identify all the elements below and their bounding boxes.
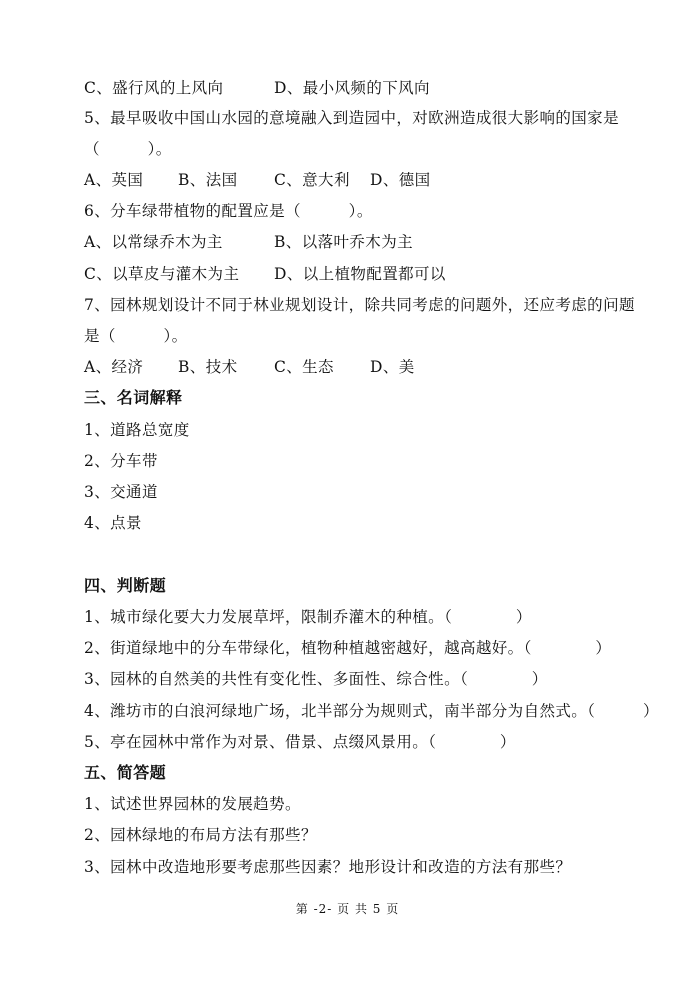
q6-option-a: A、以常绿乔木为主 [84,233,223,251]
q7-options-line [84,357,415,377]
q6-options-line1 [84,232,413,252]
section-4-item-4: 4、潍坊市的白浪河绿地广场，北半部分为规则式，南半部分为自然式。（ ） [84,702,659,720]
section-3-item-3: 3、交通道 [84,483,158,501]
q5-stem-line1: 5、最早吸收中国山水园的意境融入到造园中，对欧洲造成很大影响的国家是 [84,109,619,127]
q5-option-b: B、法国 [178,171,238,189]
q5-option-c: C、意大利 [274,171,350,189]
section-4-title: 四、判断题 [84,576,167,595]
q6-option-d: D、以上植物配置都可以 [274,265,446,283]
section-3-title: 三、名词解释 [84,388,183,407]
q5-option-d: D、德国 [370,171,431,189]
q7-option-d: D、美 [370,358,415,376]
q5-options-line [84,170,431,190]
q7-option-c: C、生态 [274,358,334,376]
section-3-item-1: 1、道路总宽度 [84,421,190,439]
q6-option-c: C、以草皮与灌木为主 [84,265,240,283]
section-5-item-3: 3、园林中改造地形要考虑那些因素？地形设计和改造的方法有那些？ [84,858,572,876]
q5-stem-line2: （ ）。 [84,140,172,158]
section-5-item-1: 1、试述世界园林的发展趋势。 [84,795,301,813]
section-5-title: 五、简答题 [84,763,167,782]
q7-stem-line1: 7、园林规划设计不同于林业规划设计，除共同考虑的问题外，还应考虑的问题 [84,296,635,314]
q6-options-line2 [84,264,446,284]
section-4-item-1: 1、城市绿化要大力发展草坪，限制乔灌木的种植。（ ） [84,608,532,626]
section-5-item-2: 2、园林绿地的布局方法有那些？ [84,826,317,844]
section-4-item-3: 3、园林的自然美的共性有变化性、多面性、综合性。（ ） [84,670,548,688]
section-3-item-4: 4、点景 [84,514,142,532]
q5-option-a: A、英国 [84,171,144,189]
q7-option-a: A、经济 [84,358,144,376]
q4-option-d: D、最小风频的下风向 [274,79,430,97]
section-4-item-5: 5、亭在园林中常作为对景、借景、点缀风景用。（ ） [84,733,516,751]
section-4-item-2: 2、街道绿地中的分车带绿化，植物种植越密越好，越高越好。（ ） [84,639,612,657]
q6-stem: 6、分车绿带植物的配置应是（ ）。 [84,202,373,220]
q4-options-line [84,78,430,98]
page-footer: 第 -2- 页 共 5 页 [295,902,400,916]
q7-option-b: B、技术 [178,358,238,376]
q7-stem-line2: 是（ ）。 [84,327,188,345]
section-3-item-2: 2、分车带 [84,452,158,470]
q4-option-c: C、盛行风的上风向 [84,79,224,97]
q6-option-b: B、以落叶乔木为主 [274,233,413,251]
